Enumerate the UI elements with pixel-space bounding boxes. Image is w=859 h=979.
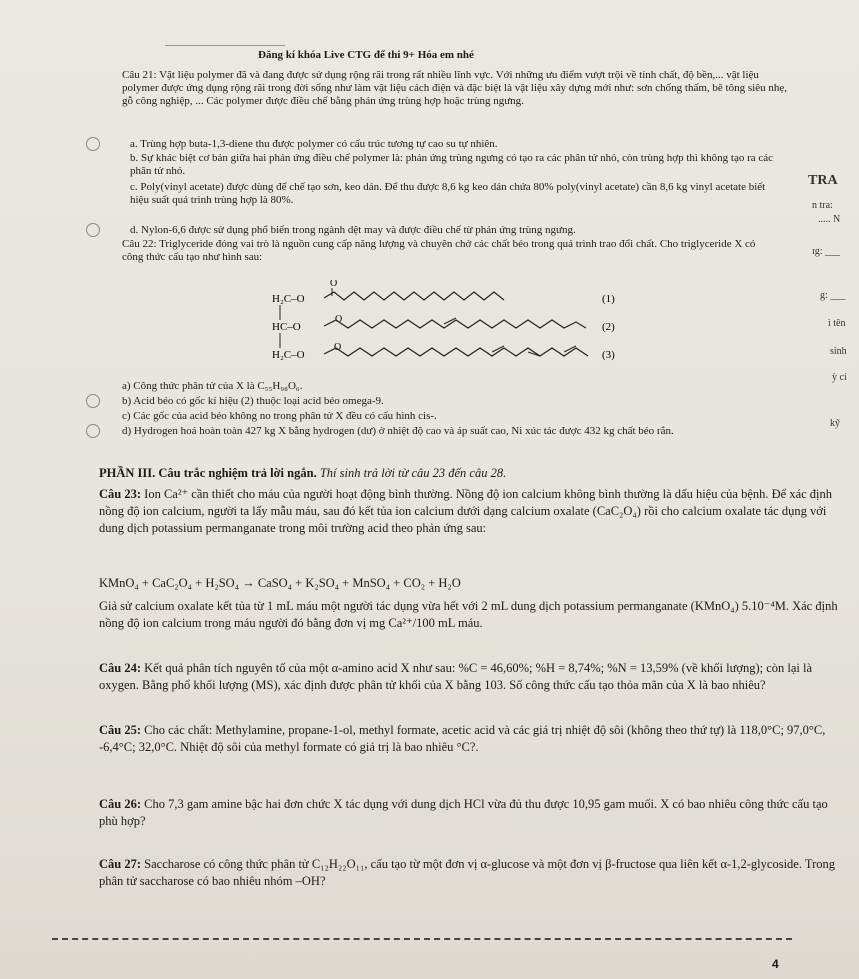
margin-text-g2: g: ___ (820, 290, 846, 301)
top-rule (165, 45, 285, 46)
margin-text-n: ..... N (818, 214, 841, 225)
q22-option-c: c) Các gốc của acid béo không no trong phân tử X đều có cấu hình cis-. (122, 410, 437, 422)
carbonyl-o-3: O (334, 342, 342, 353)
q27-label: Câu 27: (99, 857, 142, 871)
q24-label: Câu 24: (99, 661, 142, 675)
q21-option-b: b. Sự khác biệt cơ bản giữa hai phản ứng điều chế polymer là: phản ứng trùng ngưng có tạo ra các phân tử nhỏ, còn trùng hợp thì không tạo ra các phân tử nhỏ. (130, 152, 774, 177)
q23 (99, 486, 839, 537)
q22-stem: Câu 22: Triglyceride đóng vai trò là nguồn cung cấp năng lượng và chuyên chở các chất béo trong quá trình trao đổi chất. Cho triglyceride X có công thức cấu tạo như hình sau: (122, 238, 756, 263)
q24-text: Kết quả phân tích nguyên tố của một α-amino acid X như sau: %C = 46,60%; %H = 8,74%; %N = 13,59% (về khối lượng); còn lại là oxygen. Bằng phổ khối lượng (MS), xác định được phân tử khối của X bằng 103. Số công thức cấu tạo thỏa mãn của X là bao nhiêu? (99, 661, 813, 692)
carbonyl-o-2: O (335, 314, 343, 325)
q23-equation: KMnO₄ + CaC₂O₄ + H₂SO₄ → CaSO₄ + K₂SO₄ + MnSO₄ + CO₂ + H₂O (99, 576, 461, 590)
q25 (99, 722, 839, 756)
chain-3 (324, 348, 588, 356)
q23-text: Ion Ca²⁺ cần thiết cho máu của người hoạt động bình thường. Nồng độ ion calcium không bình thường là dấu hiệu của bệnh. Để xác định nồng độ ion calcium, người ta lấy mẫu máu, sau đó kết tủa ion calcium dưới dạng calcium oxalate (CaC₂O₄) rồi cho calcium oxalate tác dụng với dung dịch potassium permanganate trong môi trường acid theo phản ứng sau: (99, 487, 833, 535)
annotation-circle (86, 394, 100, 408)
annotation-circle (86, 424, 100, 438)
annotation-circle (86, 137, 100, 151)
h2c-bottom-label: H₂C–O (272, 349, 305, 361)
part3-heading: PHẦN III. Câu trắc nghiệm trả lời ngắn. (99, 466, 317, 480)
q27-text: Saccharose có công thức phân tử C₁₂H₂₂O₁₁, cấu tạo từ một đơn vị α-glucose và một đơn vị β-fructose qua liên kết α-1,2-glycoside. Trong phân tử saccharose có bao nhiêu nhóm –OH? (99, 857, 835, 888)
hc-label: HC–O (272, 321, 301, 333)
annotation-circle (86, 223, 100, 237)
q22-option-a: a) Công thức phân tử của X là C₅₅H₉₈O₆. (122, 380, 303, 392)
q21-option-c: c. Poly(vinyl acetate) được dùng để chế tạo sơn, keo dán. Để thu được 8,6 kg keo dán chứa 80% poly(vinyl acetate) cần 8,6 kg vinyl acetate biết hiệu suất quá trình trùng hợp là 80%. (130, 181, 766, 206)
page-header: Đăng kí khóa Live CTG để thi 9+ Hóa em nhé (258, 49, 474, 61)
chain-2 (324, 320, 586, 328)
q23-label: Câu 23: (99, 487, 142, 501)
q25-text: Cho các chất: Methylamine, propane-1-ol, methyl formate, acetic acid và các giá trị nhiệt độ sôi (không theo thứ tự) là 118,0°C; 97,0°C, -6,4°C; 32,0°C. Nhiệt độ sôi của methyl formate có giá trị là bao nhiêu °C?. (99, 723, 826, 754)
q21-option-d: d. Nylon-6,6 được sử dụng phổ biến trong ngành dệt may và được điều chế từ phản ứng trùng ngưng. (130, 224, 576, 236)
margin-text-ten: ì tên (828, 318, 846, 329)
margin-text-ky: kỹ (830, 418, 840, 429)
q26-text: Cho 7,3 gam amine bậc hai đơn chức X tác dụng với dung dịch HCl vừa đủ thu được 10,95 gam muối. X có bao nhiêu công thức cấu tạo phù hợp? (99, 797, 828, 828)
q23-text2: Giả sử calcium oxalate kết tủa từ 1 mL máu một người tác dụng vừa hết với 2 mL dung dịch potassium permanganate (KMnO₄) 5.10⁻⁴M. Xác định nồng độ ion calcium trong máu người đó bằng đơn vị mg Ca²⁺/100 mL máu. (99, 599, 838, 630)
chain-label-1: (1) (602, 293, 615, 305)
h2c-top-label: H₂C–O (272, 293, 305, 305)
q21-option-a: a. Trùng hợp buta-1,3-diene thu được polymer có cấu trúc tương tự cao su tự nhiên. (130, 138, 498, 150)
margin-text-sinh: sinh (830, 346, 847, 357)
chain-label-2: (2) (602, 321, 615, 333)
q25-label: Câu 25: (99, 723, 142, 737)
carbonyl-o-1: O (330, 280, 338, 289)
q26-label: Câu 26: (99, 797, 142, 811)
chain-label-3: (3) (602, 349, 615, 361)
chain-1 (324, 292, 504, 300)
q24 (99, 660, 839, 694)
dashed-separator (52, 938, 792, 940)
part3-title (99, 465, 839, 482)
q27 (99, 856, 839, 890)
margin-text-yc: ỳ cí (832, 372, 847, 383)
triglyceride-structure (262, 280, 642, 372)
part3-note: Thí sinh trả lời từ câu 23 đến câu 28. (319, 466, 507, 480)
margin-text-g1: ɪg: ___ (812, 246, 841, 257)
q22-option-b: b) Acid béo có gốc kí hiệu (2) thuộc loại acid béo omega-9. (122, 395, 384, 407)
margin-text-ntra: n tra: (812, 200, 833, 211)
q21-stem: Câu 21: Vật liệu polymer đã và đang được sử dụng rộng rãi trong rất nhiều lĩnh vực. Với những ưu điểm vượt trội về tính chất, độ bền,... vật liệu polymer được ứng dụng rộng rãi trong đời sống như làm vật liệu cách điện và đặc biệt là vật liệu xây dựng mới như: sơn chống thấm, bê tông siêu nhẹ, gỗ công nghiệp, ... Các polymer được điều chế bằng phản ứng trùng hợp hoặc trùng ngưng. (122, 69, 787, 107)
margin-text-tra: TRA (808, 173, 838, 188)
q26 (99, 796, 839, 830)
q22-option-d: d) Hydrogen hoá hoàn toàn 427 kg X bằng hydrogen (dư) ở nhiệt độ cao và áp suất cao, Ni xúc tác được 432 kg chất béo rắn. (122, 425, 674, 437)
page-number: 4 (772, 957, 779, 971)
